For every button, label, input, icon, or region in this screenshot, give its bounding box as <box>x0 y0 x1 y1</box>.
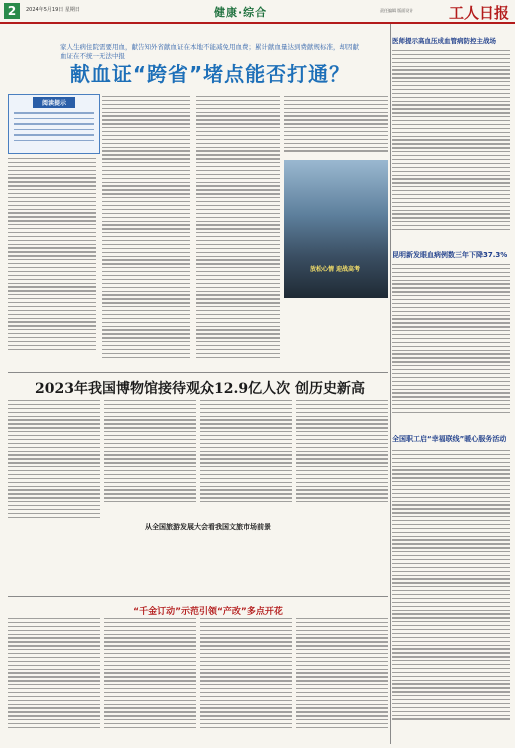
editor-credits: 责任编辑 版面设计 <box>380 8 414 13</box>
right-headline-2: 昆明新发眼血病例数三年下降37.3% <box>392 251 508 259</box>
museum-column-1 <box>8 400 100 521</box>
feature-column-1 <box>8 618 100 731</box>
section-title: 健康·综合 <box>214 6 268 19</box>
feature-headline: “千金订动”示范引领“产改”多点开花 <box>133 607 283 617</box>
lead-photo <box>284 160 388 298</box>
right-headline-1: 医师提示高血压成血管病防控主战场 <box>392 37 496 45</box>
feature-column-4 <box>296 618 388 731</box>
museum-column-3 <box>200 400 292 505</box>
right-column-1 <box>392 50 510 233</box>
lead-kicker: 家人生病住院需要用血，献告知外省献血证在本地不能减免用血费；累计献血量达到费献规标准，却因献血证在不统一无法中报 <box>60 43 359 60</box>
page-number: 2 <box>4 3 20 19</box>
newspaper-logo: 工人日报 <box>448 4 509 22</box>
reading-tips-box <box>8 94 100 154</box>
lead-headline: 献血证“跨省”堵点能否打通？ <box>69 62 351 86</box>
museum-column-2 <box>104 400 196 505</box>
museum-headline: 2023年我国博物馆接待观众12.9亿人次 创历史新高 <box>35 381 365 397</box>
museum-column-4 <box>296 400 388 505</box>
lead-column-4 <box>284 96 388 154</box>
issue-date: 2024年5月19日 星期日 <box>26 7 80 13</box>
feature-column-3 <box>200 618 292 731</box>
photo-caption: 放松心情 迎战高考 <box>309 266 361 273</box>
lead-column-1 <box>8 158 96 353</box>
right-headline-3: 全国职工启“幸福联线”暖心服务活动 <box>392 435 507 443</box>
tourism-subhead: 从全国旅游发展大会看我国文旅市场前景 <box>145 523 271 531</box>
feature-column-2 <box>104 618 196 731</box>
masthead <box>0 0 515 24</box>
lead-column-2 <box>102 96 190 361</box>
lead-column-3 <box>196 96 280 361</box>
reading-tips-label: 阅读提示 <box>33 97 75 108</box>
right-column-2 <box>392 264 510 416</box>
right-column-3 <box>392 450 510 722</box>
